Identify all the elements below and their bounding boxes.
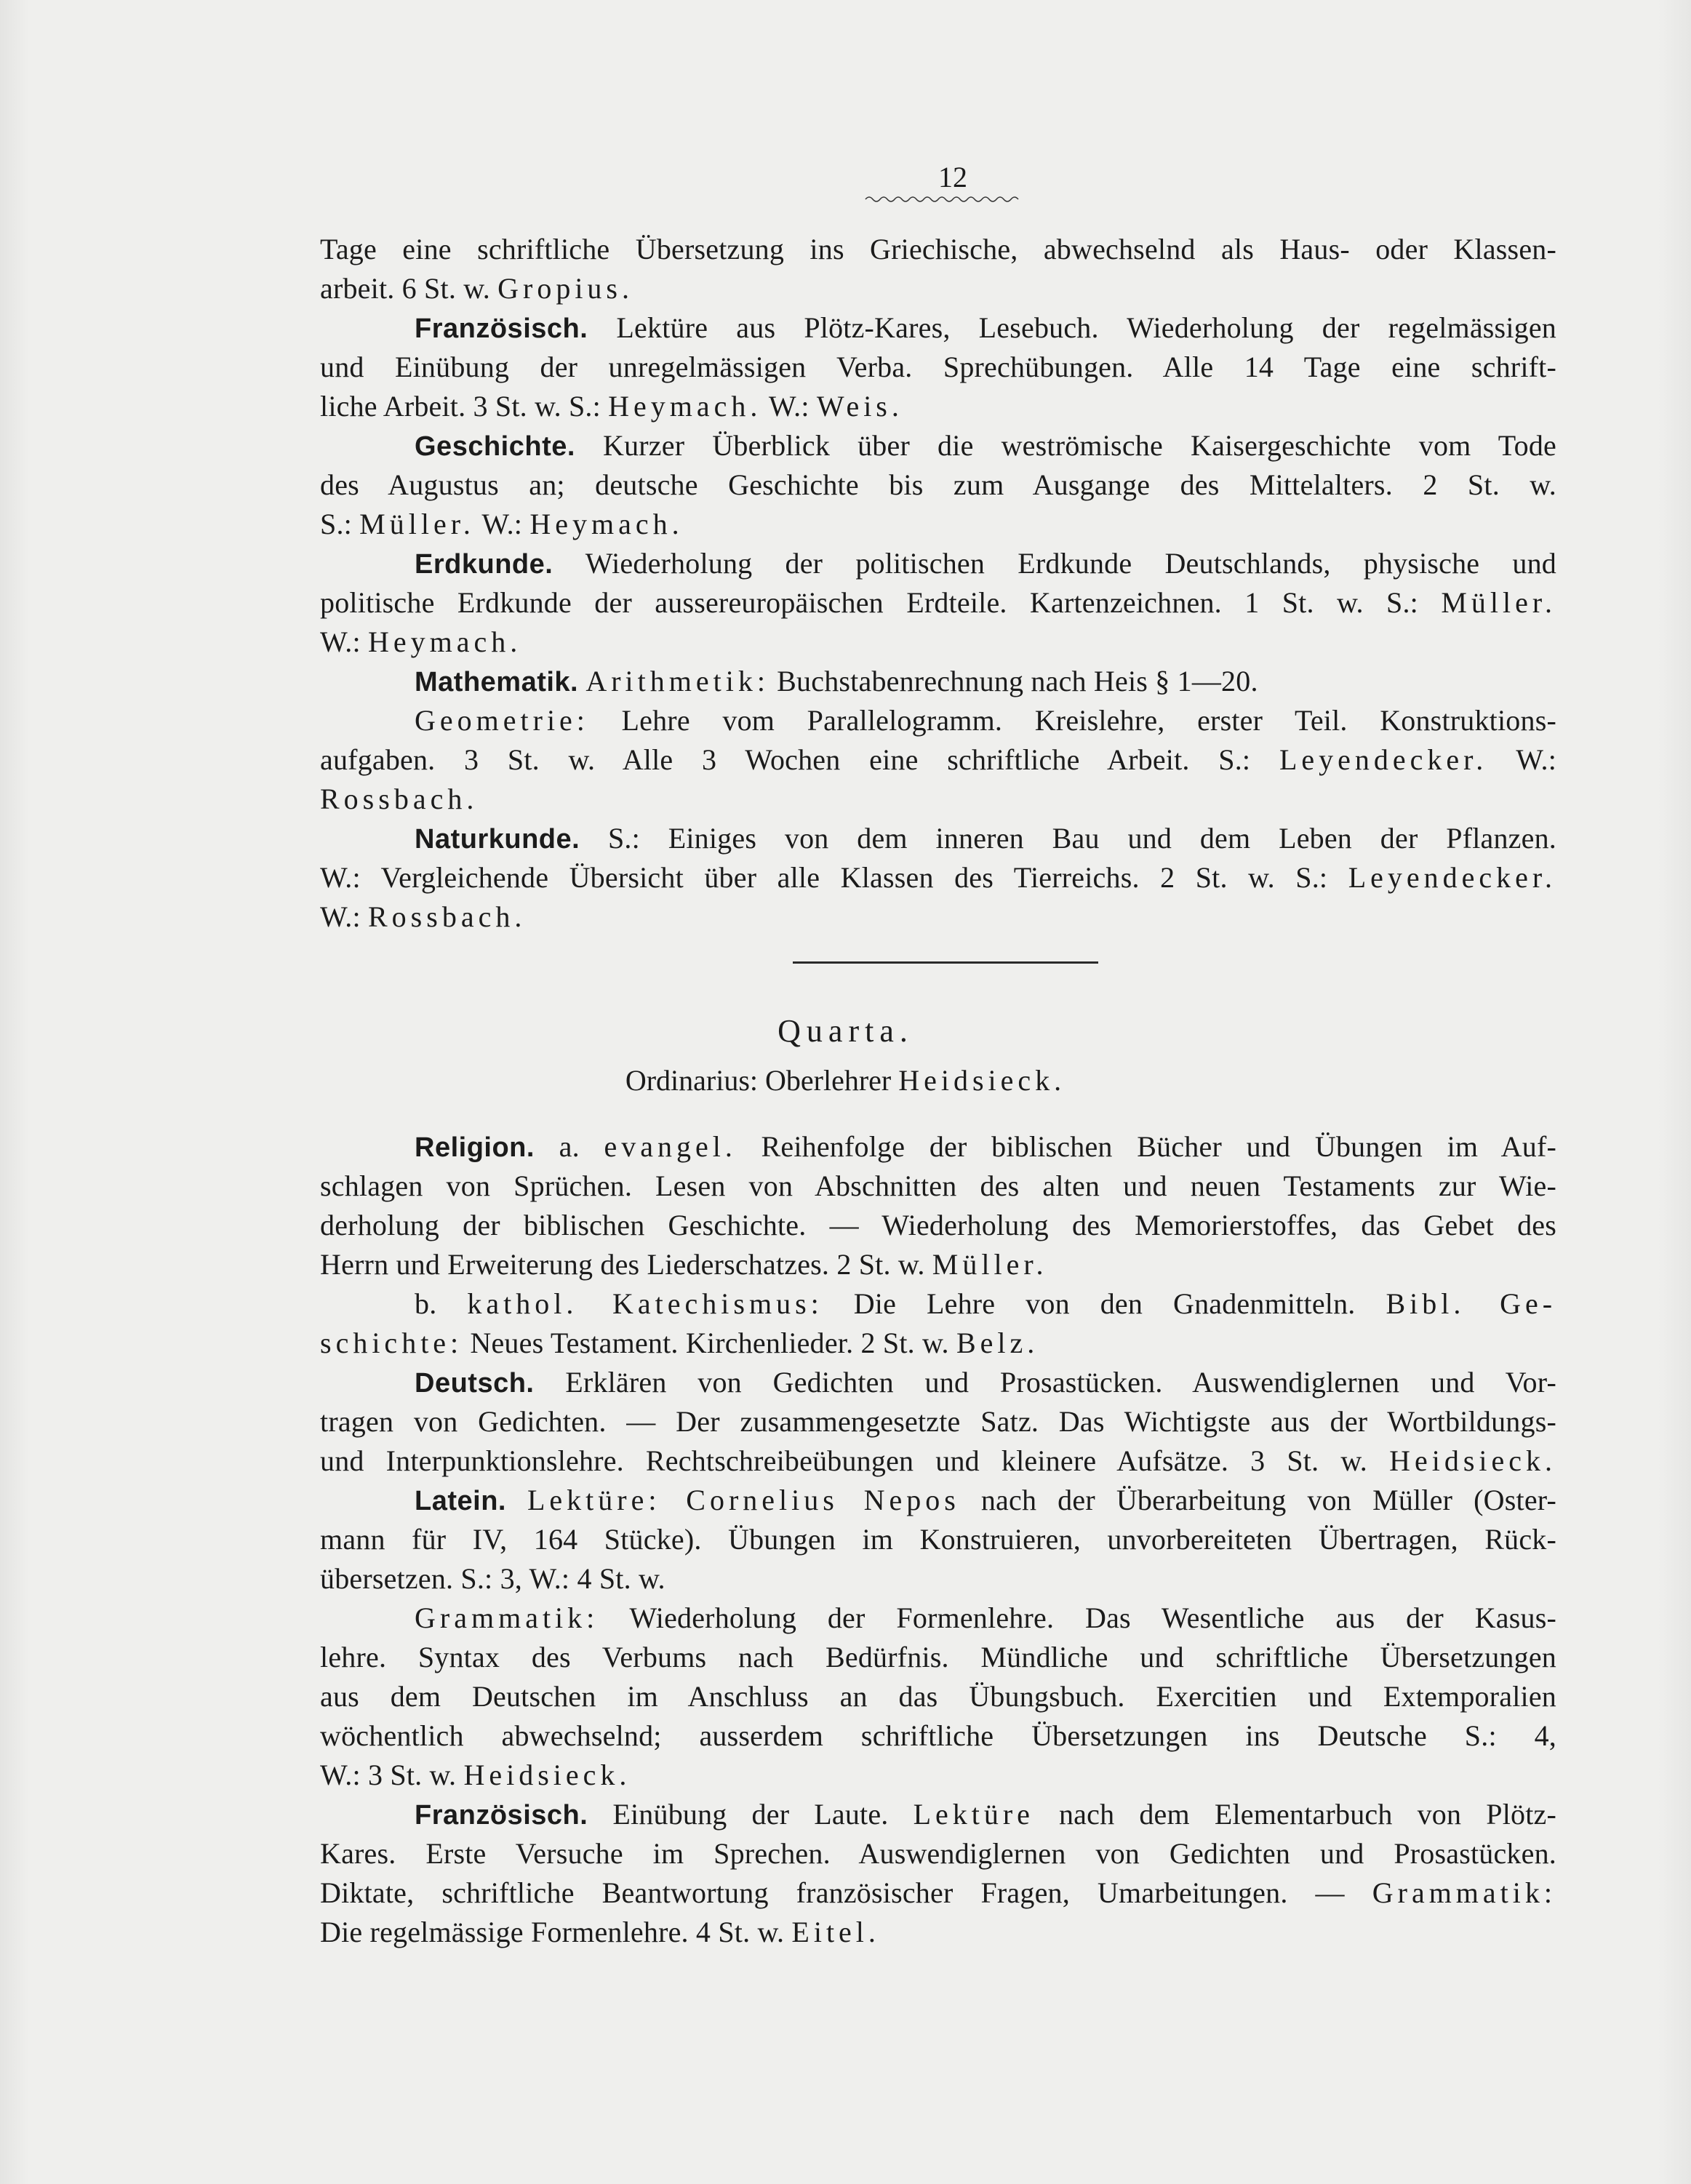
text-line: politische Erdkunde der aussereuropäischen Erdteile. Kartenzeichnen. 1 St. w. S.: Müller. <box>320 586 1556 619</box>
text-line: aufgaben. 3 St. w. Alle 3 Wochen eine schriftliche Arbeit. S.: Leyendecker. W.: <box>320 743 1557 776</box>
text-line: W.: Vergleichende Übersicht über alle Klassen des Tierreichs. 2 St. w. S.: Leyendecker. <box>320 861 1557 894</box>
subject-heading: Deutsch. <box>415 1368 535 1399</box>
text-line: schichte: Neues Testament. Kirchenlieder. 2 St. w. Belz. <box>320 1327 1039 1359</box>
subject-mathematik: Mathematik. Arithmetik: Buchstabenrechnung nach Heis § 1—20. <box>415 665 1258 697</box>
subject-religion: Religion. a. evangel. Reihenfolge der biblischen Bücher und Übungen im Auf- <box>415 1130 1557 1163</box>
text-line: Die regelmässige Formenlehre. 4 St. w. Eitel. <box>320 1916 880 1948</box>
subject-deutsch: Deutsch. Erklären von Gedichten und Prosastücken. Auswendiglernen und Vor- <box>415 1366 1556 1399</box>
text-line: lehre. Syntax des Verbums nach Bedürfnis. Mündliche und schriftliche Übersetzungen <box>320 1641 1556 1673</box>
subject-latein: Latein. Lektüre: Cornelius Nepos nach der Überarbeitung von Müller (Oster- <box>415 1484 1557 1516</box>
section-title-quarta: Quarta. <box>777 1013 914 1049</box>
page-number-ornament <box>866 195 1018 204</box>
text-line: Tage eine schriftliche Übersetzung ins Griechische, abwechselnd als Haus- oder Klassen- <box>320 233 1556 265</box>
subject-erdkunde: Erdkunde. Wiederholung der politischen Erdkunde Deutschlands, physische und <box>415 547 1557 580</box>
subject-heading: Geschichte. <box>415 431 575 462</box>
text-line: W.: Heymach. <box>320 625 522 658</box>
subject-heading: Mathematik. <box>415 667 579 697</box>
text-line: Herrn und Erweiterung des Liederschatzes. 2 St. w. Müller. <box>320 1248 1048 1281</box>
text-line: liche Arbeit. 3 St. w. S.: Heymach. W.: Weis. <box>320 390 903 423</box>
text-line: Rossbach. <box>320 783 479 815</box>
text-line: und Interpunktionslehre. Rechtschreibeübungen und kleinere Aufsätze. 3 St. w. Heidsieck. <box>320 1444 1557 1477</box>
subject-heading: Erdkunde. <box>415 549 553 580</box>
subject-heading: Religion. <box>415 1132 535 1163</box>
subject-heading: Französisch. <box>415 1800 588 1831</box>
text-line: Geometrie: Lehre vom Parallelogramm. Kreislehre, erster Teil. Konstruktions- <box>415 704 1556 737</box>
text-line: arbeit. 6 St. w. Gropius. <box>320 272 633 305</box>
ordinarius-line: Ordinarius: Oberlehrer Heidsieck. <box>625 1064 1066 1097</box>
text-line: derholung der biblischen Geschichte. — Wiederholung des Memorierstoffes, das Gebet des <box>320 1209 1556 1241</box>
subject-heading: Französisch. <box>415 313 588 344</box>
section-divider <box>793 961 1098 964</box>
subject-heading: Naturkunde. <box>415 824 580 855</box>
quarta-curriculum <box>320 1127 1556 1952</box>
subject-geschichte: Geschichte. Kurzer Überblick über die weströmische Kaisergeschichte vom Tode <box>415 429 1556 462</box>
text-line: wöchentlich abwechselnd; ausserdem schriftliche Übersetzungen ins Deutsche S.: 4, <box>320 1719 1556 1752</box>
text-line: Grammatik: Wiederholung der Formenlehre. Das Wesentliche aus der Kasus- <box>415 1601 1556 1634</box>
text-line: schlagen von Sprüchen. Lesen von Abschnitten des alten und neuen Testaments zur Wie- <box>320 1169 1556 1202</box>
subject-naturkunde: Naturkunde. S.: Einiges von dem inneren Bau und dem Leben der Pflanzen. <box>415 822 1556 855</box>
text-line: übersetzen. S.: 3, W.: 4 St. w. <box>320 1562 665 1595</box>
text-line: des Augustus an; deutsche Geschichte bis zum Ausgange des Mittelalters. 2 St. w. <box>320 468 1556 501</box>
text-line: mann für IV, 164 Stücke). Übungen im Konstruieren, unvorbereiteten Übertragen, Rück- <box>320 1523 1556 1556</box>
text-line: aus dem Deutschen im Anschluss an das Übungsbuch. Exercitien und Extemporalien <box>320 1680 1556 1713</box>
obertertia-continuation <box>320 230 1556 937</box>
text-line: Diktate, schriftliche Beantwortung französischer Fragen, Umarbeitungen. — Grammatik: <box>320 1876 1557 1909</box>
text-line: W.: 3 St. w. Heidsieck. <box>320 1759 631 1791</box>
subject-franzoesisch-quarta: Französisch. Einübung der Laute. Lektüre nach dem Elementarbuch von Plötz- <box>415 1798 1556 1831</box>
text-line: und Einübung der unregelmässigen Verba. Sprechübungen. Alle 14 Tage eine schrift- <box>320 351 1556 383</box>
page-number: 12 <box>938 161 967 193</box>
text-line: Kares. Erste Versuche im Sprechen. Auswendiglernen von Gedichten und Prosastücken. <box>320 1837 1556 1870</box>
subject-heading: Latein. <box>415 1486 506 1516</box>
text-line: b. kathol. Katechismus: Die Lehre von den Gnadenmitteln. Bibl. Ge- <box>415 1287 1557 1320</box>
subject-franzoesisch: Französisch. Lektüre aus Plötz-Kares, Lesebuch. Wiederholung der regelmässigen <box>415 311 1556 344</box>
text-line: S.: Müller. W.: Heymach. <box>320 508 684 540</box>
text-line: W.: Rossbach. <box>320 900 527 933</box>
text-line: tragen von Gedichten. — Der zusammengesetzte Satz. Das Wichtigste aus der Wortbildungs- <box>320 1405 1556 1438</box>
